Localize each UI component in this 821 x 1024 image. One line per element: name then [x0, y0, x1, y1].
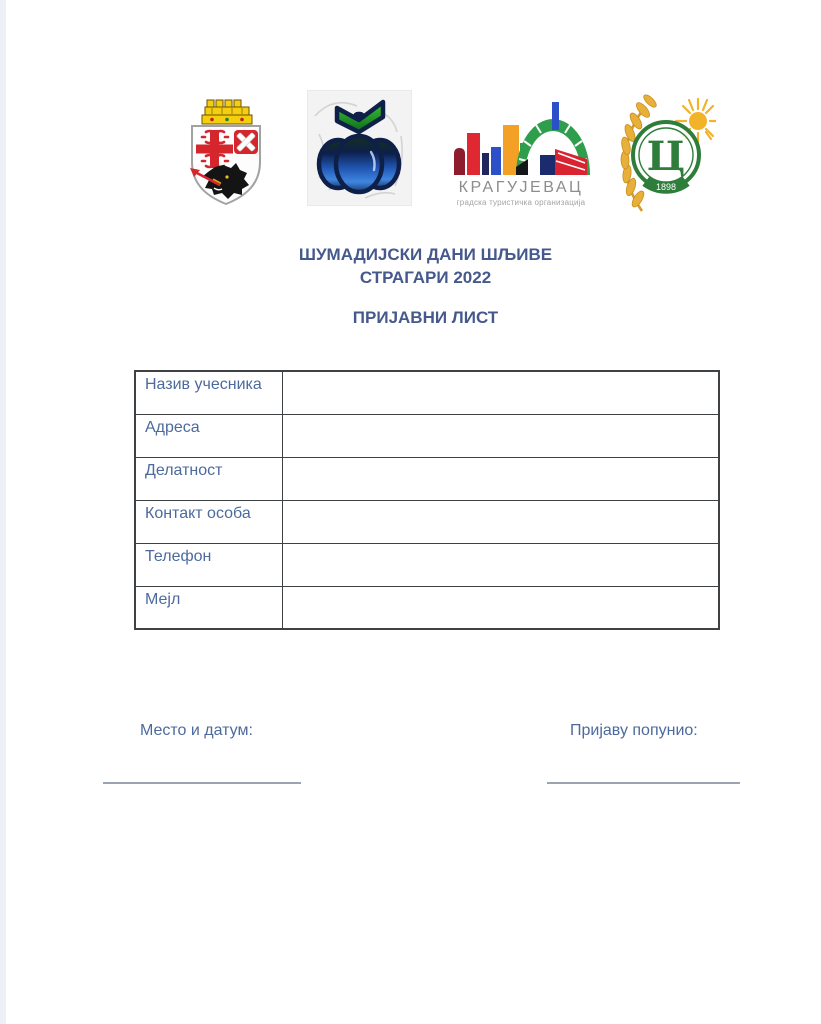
- event-title: [30, 243, 821, 289]
- field-value-cell: [282, 371, 719, 414]
- field-value-cell: [282, 543, 719, 586]
- coat-of-arms-icon: [184, 92, 268, 210]
- event-title-line1: ШУМАДИЈСКИ ДАНИ ШЉИВЕ: [298, 245, 553, 264]
- field-label: Мејл: [135, 586, 282, 629]
- table-row: [135, 457, 719, 500]
- filled-by-label: Пријаву попунио:: [570, 722, 698, 739]
- sumadija-coat-of-arms-logo: [184, 92, 268, 210]
- field-label: Телефон: [135, 543, 282, 586]
- kragujevac-logo-name: КРАГУЈЕВАЦ: [458, 179, 584, 196]
- plum-icon: [307, 90, 412, 206]
- kragujevac-tourist-org-logo: [452, 97, 590, 217]
- kragujevac-logo-subtitle: градска туристичка организација: [456, 198, 586, 207]
- place-date-signature-line: [103, 782, 301, 784]
- wheat-sun-emblem-icon: [612, 87, 716, 213]
- event-title-line2: СТРАГАРИ 2022: [359, 268, 492, 287]
- field-value-cell: [282, 500, 719, 543]
- place-date-label: Место и датум:: [140, 722, 253, 739]
- page-edge-shadow: [0, 0, 6, 1024]
- table-row: [135, 543, 719, 586]
- field-label: Контакт особа: [135, 500, 282, 543]
- anniversary-emblem-logo: [612, 87, 716, 213]
- table-row: [135, 414, 719, 457]
- field-value-cell: [282, 586, 719, 629]
- emblem-letter: Ц: [646, 133, 686, 180]
- table-row: [135, 371, 719, 414]
- field-label: Делатност: [135, 457, 282, 500]
- field-value-cell: [282, 457, 719, 500]
- registration-form-table: [134, 370, 720, 630]
- plum-logo: [307, 90, 412, 206]
- filled-by-signature-line: [547, 782, 740, 784]
- field-label: Адреса: [135, 414, 282, 457]
- table-row: [135, 500, 719, 543]
- table-row: [135, 586, 719, 629]
- emblem-year: 1898: [655, 182, 677, 192]
- field-label: Назив учесника: [135, 371, 282, 414]
- field-value-cell: [282, 414, 719, 457]
- form-title: ПРИЈАВНИ ЛИСТ: [352, 308, 499, 327]
- kragujevac-skyline-icon: [452, 97, 590, 177]
